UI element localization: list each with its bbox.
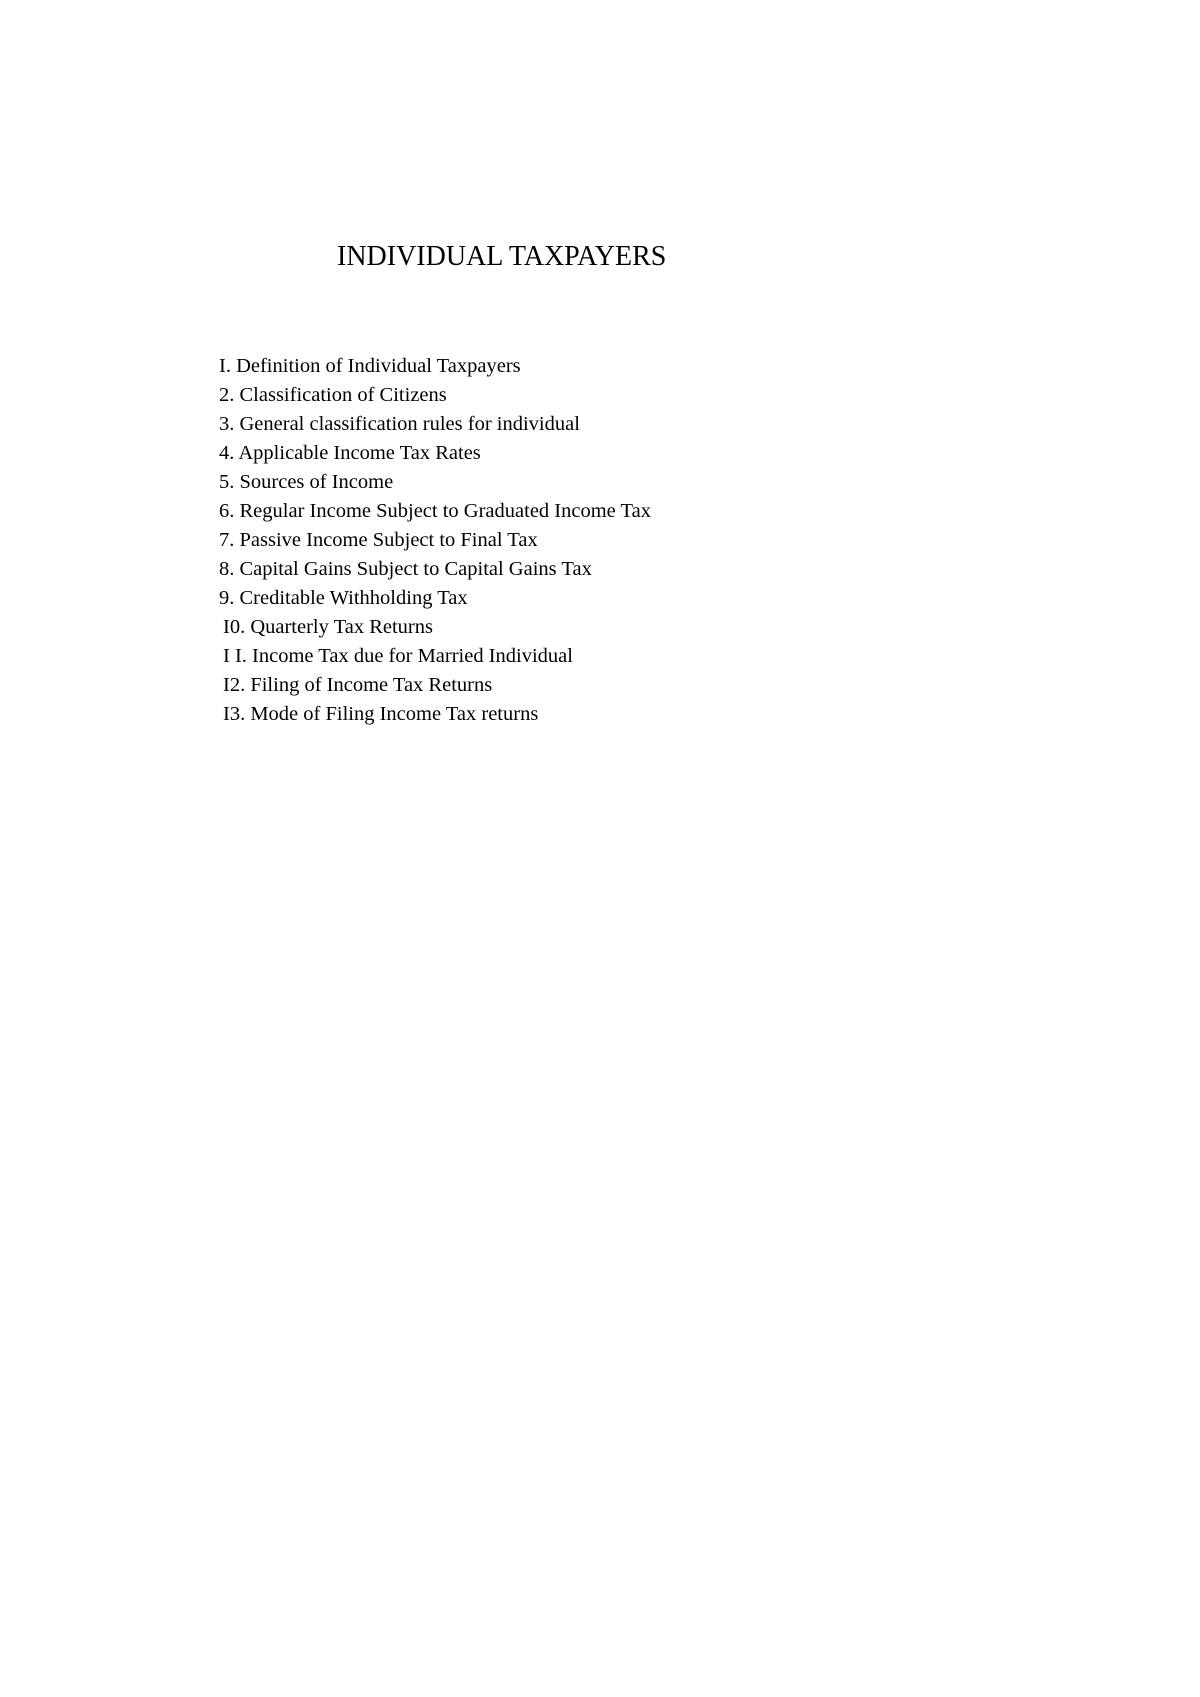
- list-item: I2. Filing of Income Tax Returns: [223, 674, 493, 696]
- list-item: 6. Regular Income Subject to Graduated Income Tax: [219, 500, 651, 522]
- list-item: I. Definition of Individual Taxpayers: [219, 355, 521, 377]
- list-item: 7. Passive Income Subject to Final Tax: [219, 529, 538, 551]
- page-title: INDIVIDUAL TAXPAYERS: [337, 241, 667, 272]
- list-item: I0. Quarterly Tax Returns: [223, 616, 433, 638]
- topic-list: [219, 352, 651, 729]
- list-item: I I. Income Tax due for Married Individual: [223, 645, 573, 667]
- list-item: 8. Capital Gains Subject to Capital Gains Tax: [219, 558, 592, 580]
- list-item: 9. Creditable Withholding Tax: [219, 587, 468, 609]
- list-item: 3. General classification rules for individual: [219, 413, 580, 435]
- list-item: 4. Applicable Income Tax Rates: [219, 442, 481, 464]
- list-item: I3. Mode of Filing Income Tax returns: [223, 703, 539, 725]
- list-item: 5. Sources of Income: [219, 471, 394, 493]
- list-item: 2. Classification of Citizens: [219, 384, 447, 406]
